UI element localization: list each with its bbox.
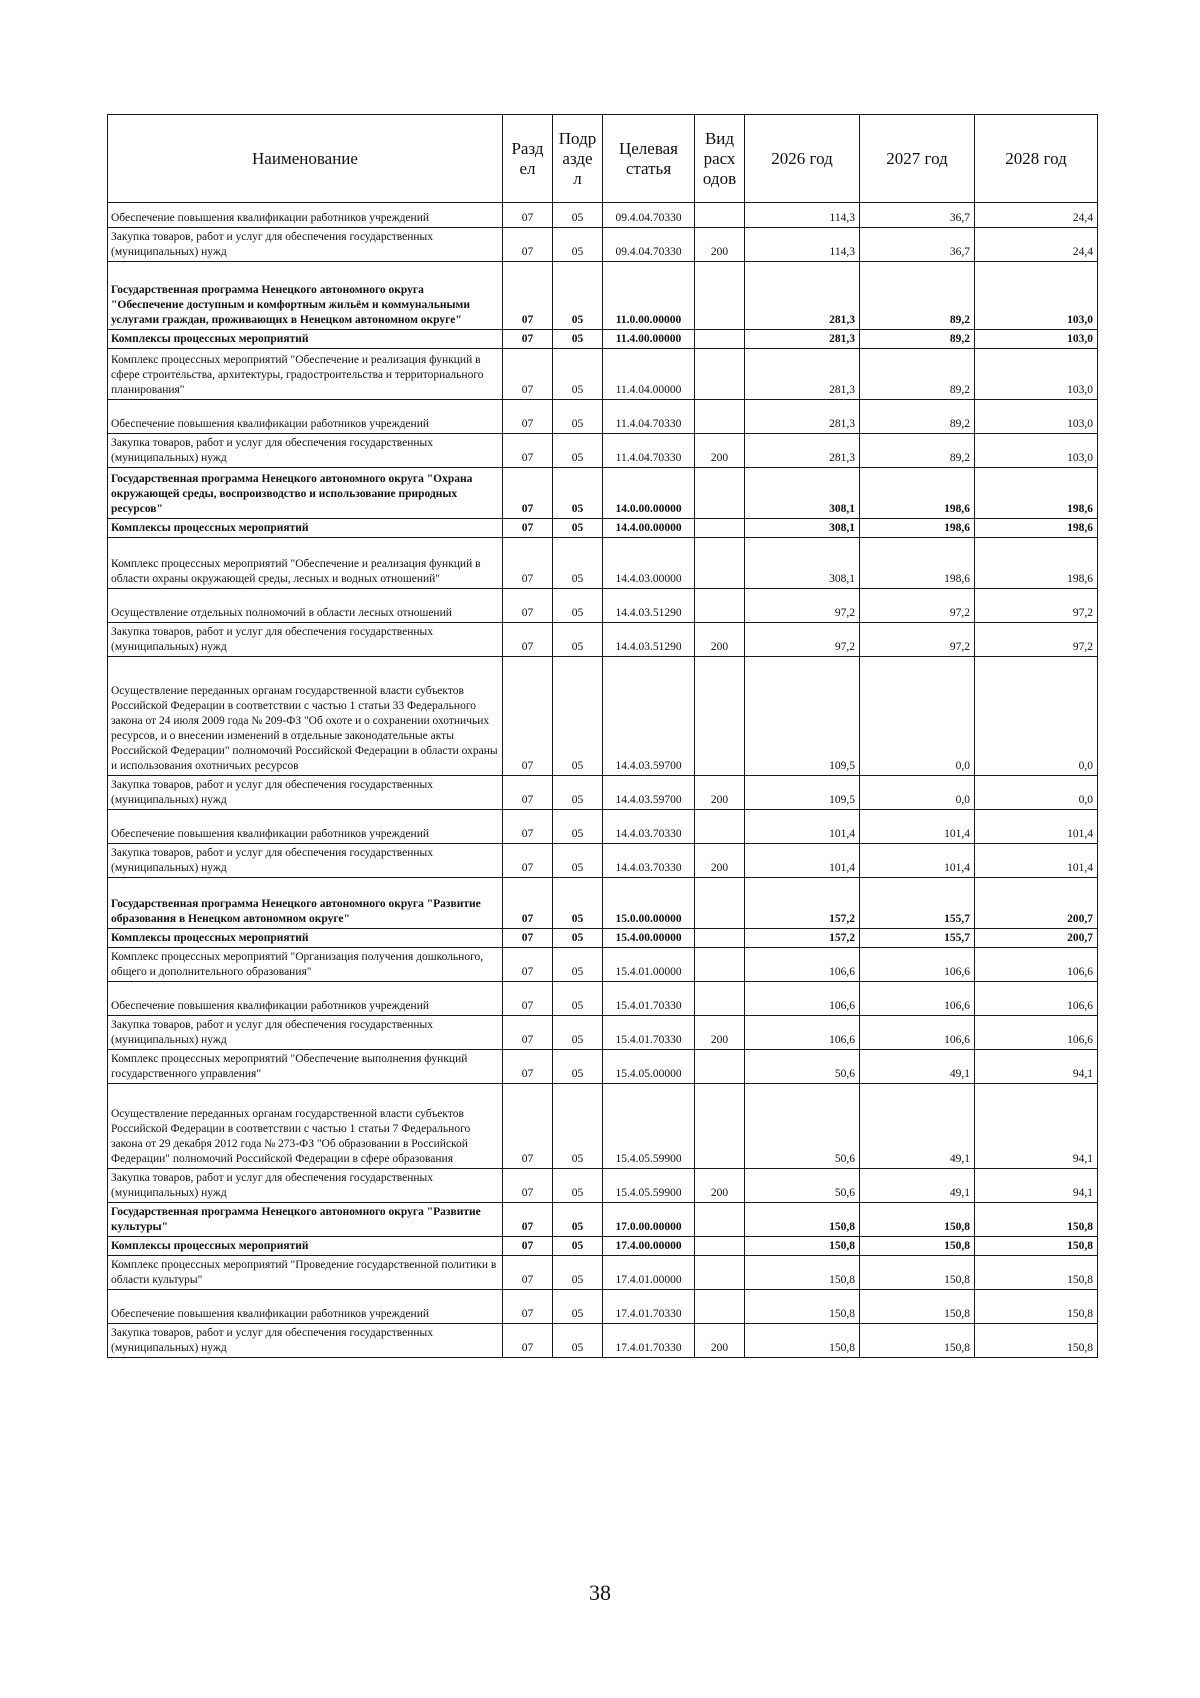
cell-section: 07 xyxy=(503,589,553,623)
cell-expense-type xyxy=(695,1290,745,1324)
cell-value-2027: 106,6 xyxy=(860,982,975,1016)
cell-value-2028: 198,6 xyxy=(975,519,1098,538)
cell-subsection: 05 xyxy=(553,538,603,589)
cell-section: 07 xyxy=(503,1256,553,1290)
cell-target: 14.4.03.00000 xyxy=(603,538,695,589)
cell-name: Государственная программа Ненецкого автономного округа "Обеспечение доступным и комфортным жильём и коммунальными услугами граждан, проживающих в Ненецком автономном округе" xyxy=(108,262,503,330)
cell-value-2028: 94,1 xyxy=(975,1084,1098,1169)
cell-target: 15.4.01.70330 xyxy=(603,982,695,1016)
cell-subsection: 05 xyxy=(553,330,603,349)
cell-section: 07 xyxy=(503,228,553,262)
cell-name: Обеспечение повышения квалификации работников учреждений xyxy=(108,400,503,434)
cell-value-2027: 101,4 xyxy=(860,810,975,844)
cell-value-2027: 97,2 xyxy=(860,589,975,623)
table-row xyxy=(108,349,1098,400)
cell-value-2026: 281,3 xyxy=(745,262,860,330)
cell-value-2028: 150,8 xyxy=(975,1256,1098,1290)
cell-name: Комплексы процессных мероприятий xyxy=(108,519,503,538)
cell-target: 11.4.00.00000 xyxy=(603,330,695,349)
cell-name: Закупка товаров, работ и услуг для обеспечения государственных (муниципальных) нужд xyxy=(108,1324,503,1358)
cell-section: 07 xyxy=(503,776,553,810)
cell-target: 11.4.04.00000 xyxy=(603,349,695,400)
cell-value-2028: 150,8 xyxy=(975,1203,1098,1237)
cell-subsection: 05 xyxy=(553,1237,603,1256)
cell-value-2028: 150,8 xyxy=(975,1290,1098,1324)
cell-value-2026: 150,8 xyxy=(745,1256,860,1290)
cell-subsection: 05 xyxy=(553,776,603,810)
cell-expense-type xyxy=(695,262,745,330)
cell-subsection: 05 xyxy=(553,1084,603,1169)
cell-value-2026: 50,6 xyxy=(745,1169,860,1203)
cell-subsection: 05 xyxy=(553,1050,603,1084)
cell-value-2027: 150,8 xyxy=(860,1203,975,1237)
cell-section: 07 xyxy=(503,262,553,330)
cell-target: 14.4.03.51290 xyxy=(603,589,695,623)
cell-expense-type xyxy=(695,468,745,519)
cell-expense-type xyxy=(695,538,745,589)
cell-value-2026: 150,8 xyxy=(745,1324,860,1358)
cell-value-2028: 103,0 xyxy=(975,330,1098,349)
cell-expense-type xyxy=(695,1050,745,1084)
table-row xyxy=(108,1169,1098,1203)
cell-section: 07 xyxy=(503,1290,553,1324)
cell-name: Обеспечение повышения квалификации работников учреждений xyxy=(108,982,503,1016)
table-row xyxy=(108,810,1098,844)
cell-subsection: 05 xyxy=(553,400,603,434)
cell-section: 07 xyxy=(503,1084,553,1169)
cell-value-2027: 150,8 xyxy=(860,1290,975,1324)
cell-value-2027: 89,2 xyxy=(860,349,975,400)
cell-name: Комплексы процессных мероприятий xyxy=(108,929,503,948)
cell-target: 17.0.00.00000 xyxy=(603,1203,695,1237)
cell-target: 15.0.00.00000 xyxy=(603,878,695,929)
cell-value-2026: 157,2 xyxy=(745,929,860,948)
cell-value-2027: 155,7 xyxy=(860,878,975,929)
cell-name: Комплекс процессных мероприятий "Организация получения дошкольного, общего и дополнительного образования" xyxy=(108,948,503,982)
cell-subsection: 05 xyxy=(553,203,603,228)
table-row xyxy=(108,1203,1098,1237)
cell-value-2028: 198,6 xyxy=(975,538,1098,589)
cell-subsection: 05 xyxy=(553,657,603,776)
cell-target: 14.4.03.70330 xyxy=(603,844,695,878)
cell-section: 07 xyxy=(503,1050,553,1084)
cell-value-2027: 0,0 xyxy=(860,776,975,810)
cell-value-2027: 150,8 xyxy=(860,1256,975,1290)
cell-expense-type xyxy=(695,929,745,948)
cell-value-2028: 200,7 xyxy=(975,878,1098,929)
cell-name: Закупка товаров, работ и услуг для обеспечения государственных (муниципальных) нужд xyxy=(108,434,503,468)
cell-name: Обеспечение повышения квалификации работников учреждений xyxy=(108,203,503,228)
cell-expense-type xyxy=(695,1203,745,1237)
cell-value-2028: 106,6 xyxy=(975,982,1098,1016)
cell-target: 17.4.01.70330 xyxy=(603,1290,695,1324)
cell-value-2028: 103,0 xyxy=(975,400,1098,434)
cell-expense-type xyxy=(695,589,745,623)
header-2026: 2026 год xyxy=(745,115,860,203)
cell-expense-type xyxy=(695,657,745,776)
cell-value-2027: 150,8 xyxy=(860,1324,975,1358)
cell-expense-type xyxy=(695,400,745,434)
cell-subsection: 05 xyxy=(553,878,603,929)
cell-name: Закупка товаров, работ и услуг для обеспечения государственных (муниципальных) нужд xyxy=(108,844,503,878)
cell-subsection: 05 xyxy=(553,623,603,657)
header-section: Разд ел xyxy=(503,115,553,203)
cell-name: Закупка товаров, работ и услуг для обеспечения государственных (муниципальных) нужд xyxy=(108,776,503,810)
table-row xyxy=(108,228,1098,262)
cell-target: 14.4.00.00000 xyxy=(603,519,695,538)
cell-name: Обеспечение повышения квалификации работников учреждений xyxy=(108,810,503,844)
table-row xyxy=(108,468,1098,519)
cell-expense-type xyxy=(695,982,745,1016)
cell-subsection: 05 xyxy=(553,1290,603,1324)
cell-target: 11.0.00.00000 xyxy=(603,262,695,330)
cell-value-2028: 0,0 xyxy=(975,657,1098,776)
cell-section: 07 xyxy=(503,434,553,468)
cell-expense-type: 200 xyxy=(695,1016,745,1050)
cell-section: 07 xyxy=(503,1016,553,1050)
cell-expense-type: 200 xyxy=(695,844,745,878)
table-row xyxy=(108,657,1098,776)
cell-value-2027: 97,2 xyxy=(860,623,975,657)
cell-expense-type: 200 xyxy=(695,623,745,657)
cell-expense-type xyxy=(695,519,745,538)
cell-expense-type xyxy=(695,948,745,982)
cell-value-2026: 308,1 xyxy=(745,468,860,519)
cell-section: 07 xyxy=(503,203,553,228)
cell-subsection: 05 xyxy=(553,228,603,262)
cell-name: Комплекс процессных мероприятий "Проведение государственной политики в области культуры" xyxy=(108,1256,503,1290)
cell-target: 14.0.00.00000 xyxy=(603,468,695,519)
cell-expense-type xyxy=(695,203,745,228)
cell-value-2026: 106,6 xyxy=(745,982,860,1016)
table-row xyxy=(108,400,1098,434)
table-row xyxy=(108,1016,1098,1050)
cell-value-2027: 89,2 xyxy=(860,400,975,434)
cell-value-2026: 114,3 xyxy=(745,228,860,262)
table-row xyxy=(108,1237,1098,1256)
cell-section: 07 xyxy=(503,982,553,1016)
cell-value-2026: 281,3 xyxy=(745,400,860,434)
cell-value-2028: 150,8 xyxy=(975,1237,1098,1256)
table-body xyxy=(108,203,1098,1358)
cell-expense-type xyxy=(695,1084,745,1169)
cell-subsection: 05 xyxy=(553,349,603,400)
cell-expense-type xyxy=(695,1256,745,1290)
cell-section: 07 xyxy=(503,538,553,589)
cell-value-2026: 114,3 xyxy=(745,203,860,228)
cell-section: 07 xyxy=(503,468,553,519)
cell-target: 14.4.03.51290 xyxy=(603,623,695,657)
cell-expense-type xyxy=(695,1237,745,1256)
cell-target: 14.4.03.59700 xyxy=(603,776,695,810)
cell-target: 14.4.03.70330 xyxy=(603,810,695,844)
cell-value-2028: 103,0 xyxy=(975,262,1098,330)
cell-value-2026: 308,1 xyxy=(745,519,860,538)
cell-value-2028: 198,6 xyxy=(975,468,1098,519)
cell-name: Осуществление отдельных полномочий в области лесных отношений xyxy=(108,589,503,623)
cell-name: Закупка товаров, работ и услуг для обеспечения государственных (муниципальных) нужд xyxy=(108,1169,503,1203)
cell-target: 15.4.01.70330 xyxy=(603,1016,695,1050)
cell-expense-type: 200 xyxy=(695,434,745,468)
cell-value-2027: 89,2 xyxy=(860,262,975,330)
header-target: Целевая статья xyxy=(603,115,695,203)
cell-name: Государственная программа Ненецкого автономного округа "Развитие образования в Ненецком автономном округе" xyxy=(108,878,503,929)
cell-section: 07 xyxy=(503,349,553,400)
cell-target: 11.4.04.70330 xyxy=(603,400,695,434)
cell-value-2027: 150,8 xyxy=(860,1237,975,1256)
cell-value-2027: 36,7 xyxy=(860,203,975,228)
cell-name: Комплексы процессных мероприятий xyxy=(108,1237,503,1256)
cell-value-2027: 0,0 xyxy=(860,657,975,776)
cell-value-2026: 50,6 xyxy=(745,1084,860,1169)
table-row xyxy=(108,1290,1098,1324)
cell-subsection: 05 xyxy=(553,1324,603,1358)
cell-expense-type: 200 xyxy=(695,1169,745,1203)
cell-subsection: 05 xyxy=(553,468,603,519)
cell-value-2027: 89,2 xyxy=(860,434,975,468)
cell-value-2026: 106,6 xyxy=(745,1016,860,1050)
cell-target: 15.4.05.59900 xyxy=(603,1084,695,1169)
cell-value-2027: 155,7 xyxy=(860,929,975,948)
table-row xyxy=(108,434,1098,468)
table-row xyxy=(108,623,1098,657)
cell-value-2026: 281,3 xyxy=(745,330,860,349)
budget-table xyxy=(107,114,1098,1358)
cell-subsection: 05 xyxy=(553,810,603,844)
cell-value-2026: 101,4 xyxy=(745,844,860,878)
cell-subsection: 05 xyxy=(553,1203,603,1237)
cell-value-2027: 49,1 xyxy=(860,1084,975,1169)
cell-name: Обеспечение повышения квалификации работников учреждений xyxy=(108,1290,503,1324)
table-row xyxy=(108,589,1098,623)
cell-expense-type xyxy=(695,330,745,349)
cell-value-2026: 109,5 xyxy=(745,776,860,810)
cell-subsection: 05 xyxy=(553,929,603,948)
cell-value-2026: 101,4 xyxy=(745,810,860,844)
cell-section: 07 xyxy=(503,657,553,776)
header-2028: 2028 год xyxy=(975,115,1098,203)
table-header-row xyxy=(108,115,1098,203)
cell-section: 07 xyxy=(503,1203,553,1237)
cell-target: 17.4.01.70330 xyxy=(603,1324,695,1358)
cell-value-2026: 150,8 xyxy=(745,1290,860,1324)
cell-name: Закупка товаров, работ и услуг для обеспечения государственных (муниципальных) нужд xyxy=(108,1016,503,1050)
cell-section: 07 xyxy=(503,878,553,929)
cell-subsection: 05 xyxy=(553,1016,603,1050)
cell-name: Комплексы процессных мероприятий xyxy=(108,330,503,349)
cell-target: 11.4.04.70330 xyxy=(603,434,695,468)
cell-value-2027: 106,6 xyxy=(860,948,975,982)
cell-value-2028: 106,6 xyxy=(975,948,1098,982)
cell-target: 15.4.00.00000 xyxy=(603,929,695,948)
cell-subsection: 05 xyxy=(553,519,603,538)
cell-section: 07 xyxy=(503,330,553,349)
cell-value-2028: 103,0 xyxy=(975,349,1098,400)
cell-section: 07 xyxy=(503,948,553,982)
cell-target: 15.4.01.00000 xyxy=(603,948,695,982)
cell-name: Осуществление переданных органам государственной власти субъектов Российской Федерации в соответствии с частью 1 статьи 7 Федерального закона от 29 декабря 2012 года № 273-ФЗ "Об образовании в Российской Федерации" полномочий Российской Федерации в сфере образования xyxy=(108,1084,503,1169)
cell-value-2028: 97,2 xyxy=(975,623,1098,657)
cell-value-2027: 198,6 xyxy=(860,468,975,519)
table-row xyxy=(108,982,1098,1016)
cell-subsection: 05 xyxy=(553,434,603,468)
table-row xyxy=(108,1084,1098,1169)
cell-section: 07 xyxy=(503,1237,553,1256)
cell-value-2027: 106,6 xyxy=(860,1016,975,1050)
cell-value-2027: 198,6 xyxy=(860,519,975,538)
cell-target: 14.4.03.59700 xyxy=(603,657,695,776)
cell-section: 07 xyxy=(503,1169,553,1203)
cell-section: 07 xyxy=(503,623,553,657)
table-row xyxy=(108,203,1098,228)
cell-value-2026: 157,2 xyxy=(745,878,860,929)
table-row xyxy=(108,262,1098,330)
cell-value-2027: 89,2 xyxy=(860,330,975,349)
cell-value-2026: 97,2 xyxy=(745,589,860,623)
cell-target: 09.4.04.70330 xyxy=(603,228,695,262)
table-row xyxy=(108,1324,1098,1358)
cell-value-2026: 106,6 xyxy=(745,948,860,982)
cell-name: Закупка товаров, работ и услуг для обеспечения государственных (муниципальных) нужд xyxy=(108,623,503,657)
cell-subsection: 05 xyxy=(553,262,603,330)
cell-value-2026: 150,8 xyxy=(745,1203,860,1237)
cell-section: 07 xyxy=(503,929,553,948)
table-row xyxy=(108,1256,1098,1290)
cell-value-2026: 308,1 xyxy=(745,538,860,589)
cell-name: Государственная программа Ненецкого автономного округа "Охрана окружающей среды, воспроизводство и использование природных ресурсов" xyxy=(108,468,503,519)
cell-subsection: 05 xyxy=(553,589,603,623)
cell-expense-type: 200 xyxy=(695,1324,745,1358)
cell-value-2028: 94,1 xyxy=(975,1169,1098,1203)
cell-expense-type: 200 xyxy=(695,228,745,262)
cell-target: 17.4.00.00000 xyxy=(603,1237,695,1256)
cell-section: 07 xyxy=(503,844,553,878)
cell-target: 09.4.04.70330 xyxy=(603,203,695,228)
cell-subsection: 05 xyxy=(553,982,603,1016)
table-row xyxy=(108,948,1098,982)
cell-expense-type xyxy=(695,810,745,844)
header-subsection: Подр азде л xyxy=(553,115,603,203)
cell-expense-type: 200 xyxy=(695,776,745,810)
cell-value-2027: 49,1 xyxy=(860,1169,975,1203)
header-name: Наименование xyxy=(108,115,503,203)
cell-value-2028: 200,7 xyxy=(975,929,1098,948)
cell-value-2028: 101,4 xyxy=(975,810,1098,844)
cell-subsection: 05 xyxy=(553,948,603,982)
cell-value-2026: 50,6 xyxy=(745,1050,860,1084)
cell-value-2028: 150,8 xyxy=(975,1324,1098,1358)
cell-value-2028: 97,2 xyxy=(975,589,1098,623)
cell-expense-type xyxy=(695,349,745,400)
cell-value-2028: 0,0 xyxy=(975,776,1098,810)
table-row xyxy=(108,519,1098,538)
table-row xyxy=(108,929,1098,948)
table-row xyxy=(108,776,1098,810)
cell-name: Закупка товаров, работ и услуг для обеспечения государственных (муниципальных) нужд xyxy=(108,228,503,262)
table-row xyxy=(108,1050,1098,1084)
cell-value-2026: 109,5 xyxy=(745,657,860,776)
table-row xyxy=(108,330,1098,349)
cell-name: Государственная программа Ненецкого автономного округа "Развитие культуры" xyxy=(108,1203,503,1237)
cell-value-2028: 24,4 xyxy=(975,228,1098,262)
cell-value-2026: 281,3 xyxy=(745,349,860,400)
cell-subsection: 05 xyxy=(553,1169,603,1203)
cell-name: Осуществление переданных органам государственной власти субъектов Российской Федерации в соответствии с частью 1 статьи 33 Федерального закона от 24 июля 2009 года № 209-ФЗ "Об охоте и о сохранении охотничьих ресурсов, и о внесении изменений в отдельные законодательные акты Российской Федерации" полномочий Российской Федерации в области охраны и использования охотничьих ресурсов xyxy=(108,657,503,776)
cell-section: 07 xyxy=(503,519,553,538)
table-row xyxy=(108,538,1098,589)
cell-value-2026: 97,2 xyxy=(745,623,860,657)
cell-name: Комплекс процессных мероприятий "Обеспечение выполнения функций государственного управления" xyxy=(108,1050,503,1084)
cell-target: 17.4.01.00000 xyxy=(603,1256,695,1290)
cell-target: 15.4.05.00000 xyxy=(603,1050,695,1084)
header-expense-type: Вид расх одов xyxy=(695,115,745,203)
cell-section: 07 xyxy=(503,400,553,434)
cell-value-2026: 281,3 xyxy=(745,434,860,468)
cell-name: Комплекс процессных мероприятий "Обеспечение и реализация функций в области охраны окружающей среды, лесных и водных отношений" xyxy=(108,538,503,589)
cell-expense-type xyxy=(695,878,745,929)
page-number: 38 xyxy=(589,1580,611,1605)
table-row xyxy=(108,878,1098,929)
cell-value-2027: 36,7 xyxy=(860,228,975,262)
cell-name: Комплекс процессных мероприятий "Обеспечение и реализация функций в сфере строительства, архитектуры, градостроительства и территориального планирования" xyxy=(108,349,503,400)
cell-target: 15.4.05.59900 xyxy=(603,1169,695,1203)
cell-subsection: 05 xyxy=(553,1256,603,1290)
cell-subsection: 05 xyxy=(553,844,603,878)
cell-value-2027: 101,4 xyxy=(860,844,975,878)
cell-section: 07 xyxy=(503,1324,553,1358)
cell-value-2028: 103,0 xyxy=(975,434,1098,468)
cell-value-2027: 49,1 xyxy=(860,1050,975,1084)
cell-value-2026: 150,8 xyxy=(745,1237,860,1256)
cell-value-2028: 106,6 xyxy=(975,1016,1098,1050)
table-row xyxy=(108,844,1098,878)
cell-value-2028: 94,1 xyxy=(975,1050,1098,1084)
header-2027: 2027 год xyxy=(860,115,975,203)
cell-value-2028: 101,4 xyxy=(975,844,1098,878)
cell-value-2027: 198,6 xyxy=(860,538,975,589)
cell-value-2028: 24,4 xyxy=(975,203,1098,228)
cell-section: 07 xyxy=(503,810,553,844)
